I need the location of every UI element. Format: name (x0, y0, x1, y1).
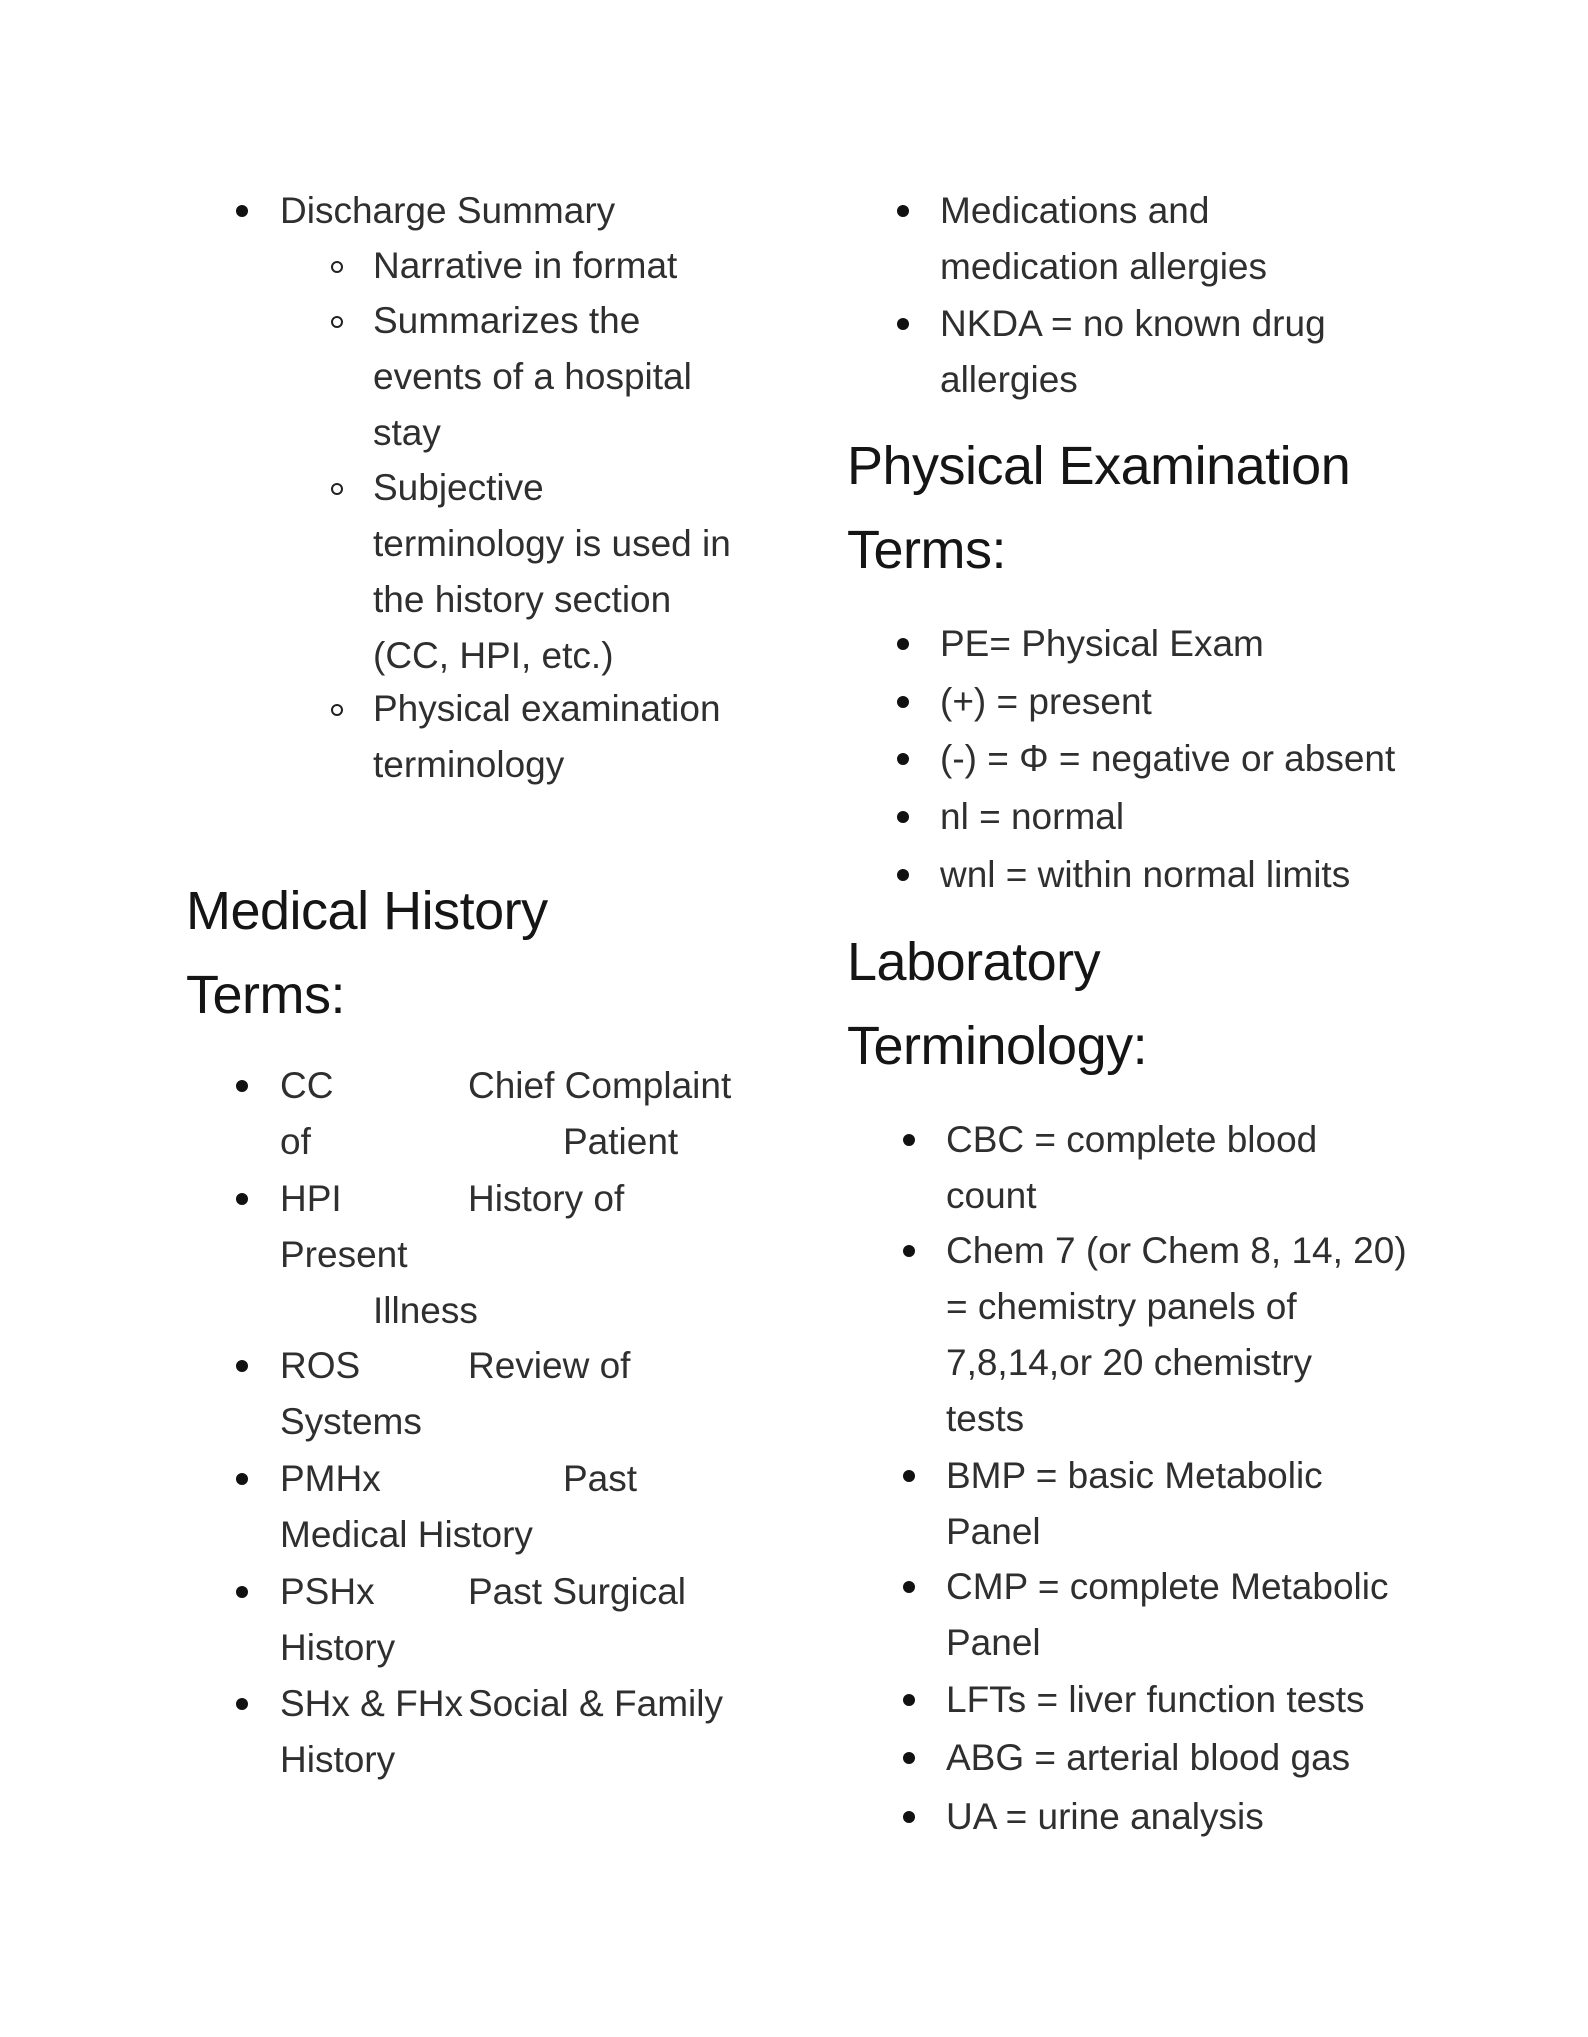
bullet-icon (236, 205, 248, 217)
medication-line: allergies (940, 359, 1078, 400)
discharge-item-line: Physical examination (373, 688, 721, 729)
lab-item-line: Panel (946, 1511, 1041, 1552)
physical-exam-item: PE= Physical Exam (940, 623, 1264, 664)
bullet-icon (236, 1586, 248, 1598)
lab-item-line: UA = urine analysis (946, 1796, 1264, 1837)
lab-item-line: 7,8,14,or 20 chemistry (946, 1342, 1313, 1383)
lab-item-line: Panel (946, 1622, 1041, 1663)
term-continuation: Present (280, 1234, 408, 1275)
physical-exam-heading: Terms: (847, 520, 1006, 580)
circle-bullet-icon (331, 316, 343, 328)
medication-line: NKDA = no known drug (940, 303, 1326, 344)
bullet-icon (897, 318, 909, 330)
discharge-item-line: Narrative in format (373, 245, 678, 286)
circle-bullet-icon (331, 483, 343, 495)
discharge-item-line: Summarizes the (373, 300, 641, 341)
bullet-icon (903, 1752, 915, 1764)
term-abbreviation: PSHx (280, 1571, 375, 1612)
term-continuation: Illness (373, 1290, 478, 1331)
term-abbreviation: HPI (280, 1178, 342, 1219)
bullet-icon (903, 1470, 915, 1482)
term-continuation: History (280, 1739, 396, 1780)
bullet-icon (236, 1360, 248, 1372)
physical-exam-item: wnl = within normal limits (940, 854, 1351, 895)
term-continuation: Patient (563, 1121, 679, 1162)
lab-item-line: CMP = complete Metabolic (946, 1566, 1389, 1607)
lab-item-line: BMP = basic Metabolic (946, 1455, 1323, 1496)
bullet-icon (903, 1134, 915, 1146)
bullet-icon (897, 696, 909, 708)
physical-exam-item: (+) = present (940, 681, 1152, 722)
term-abbreviation: ROS (280, 1345, 361, 1386)
circle-bullet-icon (331, 261, 343, 273)
bullet-icon (903, 1245, 915, 1257)
bullet-icon (236, 1080, 248, 1092)
term-continuation: History (280, 1627, 396, 1668)
bullet-icon (236, 1473, 248, 1485)
term-definition: History of (468, 1178, 625, 1219)
medication-line: Medications and (940, 190, 1210, 231)
bullet-icon (236, 1193, 248, 1205)
lab-item-line: LFTs = liver function tests (946, 1679, 1365, 1720)
term-definition: Review of (468, 1345, 631, 1386)
physical-exam-heading: Physical Examination (847, 436, 1351, 496)
bullet-icon (903, 1694, 915, 1706)
bullet-icon (897, 638, 909, 650)
discharge-item-line: events of a hospital (373, 356, 692, 397)
bullet-icon (897, 869, 909, 881)
discharge-item-line: terminology is used in (373, 523, 731, 564)
medical-history-heading: Terms: (186, 965, 345, 1025)
term-definition: Chief Complaint (468, 1065, 732, 1106)
lab-item-line: count (946, 1175, 1037, 1216)
circle-bullet-icon (331, 704, 343, 716)
term-continuation: of (280, 1121, 311, 1162)
discharge-summary-title: Discharge Summary (280, 190, 616, 231)
discharge-item-line: stay (373, 412, 441, 453)
laboratory-heading: Terminology: (847, 1016, 1148, 1076)
term-definition: Past (563, 1458, 638, 1499)
bullet-icon (897, 811, 909, 823)
lab-item-line: Chem 7 (or Chem 8, 14, 20) (946, 1230, 1407, 1271)
medical-history-heading: Medical History (186, 881, 548, 941)
term-abbreviation: CC (280, 1065, 334, 1106)
lab-item-line: ABG = arterial blood gas (946, 1737, 1351, 1778)
lab-item-line: CBC = complete blood (946, 1119, 1318, 1160)
bullet-icon (903, 1811, 915, 1823)
term-continuation: Systems (280, 1401, 422, 1442)
medication-line: medication allergies (940, 246, 1268, 287)
lab-item-line: = chemistry panels of (946, 1286, 1297, 1327)
discharge-item-line: Subjective (373, 467, 544, 508)
term-definition: Social & Family (468, 1683, 723, 1724)
bullet-icon (897, 205, 909, 217)
bullet-icon (903, 1581, 915, 1593)
term-abbreviation: SHx & FHx (280, 1683, 463, 1724)
discharge-item-line: terminology (373, 744, 565, 785)
physical-exam-item: (-) = Φ = negative or absent (940, 738, 1396, 779)
discharge-item-line: (CC, HPI, etc.) (373, 635, 614, 676)
laboratory-heading: Laboratory (847, 932, 1101, 992)
bullet-icon (236, 1698, 248, 1710)
term-abbreviation: PMHx (280, 1458, 381, 1499)
term-definition: Past Surgical (468, 1571, 686, 1612)
physical-exam-item: nl = normal (940, 796, 1125, 837)
discharge-item-line: the history section (373, 579, 672, 620)
bullet-icon (897, 753, 909, 765)
term-continuation: Medical History (280, 1514, 533, 1555)
lab-item-line: tests (946, 1398, 1025, 1439)
